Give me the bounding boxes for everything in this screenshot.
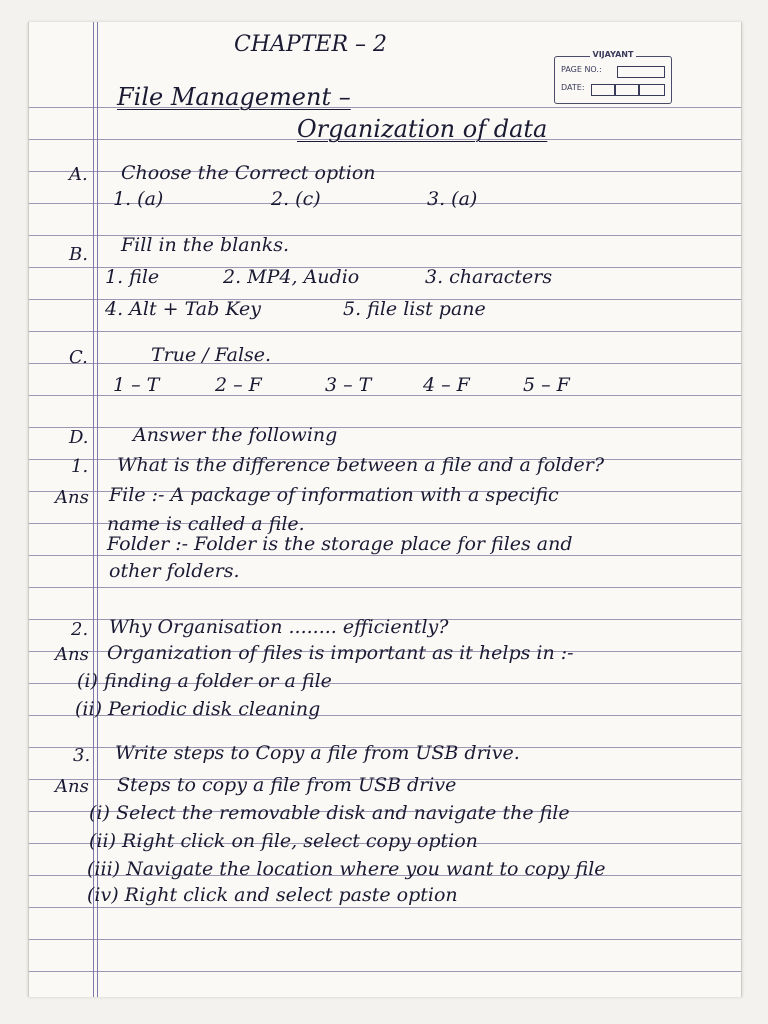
answer-line: (i) Select the removable disk and navigate the file: [89, 802, 570, 824]
section-c-answer: 4 – F: [423, 374, 470, 396]
question-2-text: Why Organisation ........ efficiently?: [109, 616, 449, 638]
section-d-label: D.: [69, 427, 89, 448]
section-c-answer: 1 – T: [113, 374, 160, 396]
section-a-answer: 3. (a): [427, 188, 478, 210]
ruled-line: [29, 363, 741, 364]
ruled-line: [29, 555, 741, 556]
answer-line: (ii) Right click on file, select copy option: [89, 830, 478, 852]
section-c-answer: 2 – F: [215, 374, 262, 396]
answer-line: Steps to copy a file from USB drive: [117, 774, 457, 796]
question-number: 1.: [71, 456, 89, 477]
section-a-heading: Choose the Correct option: [121, 162, 376, 184]
answer-label: Ans: [55, 776, 89, 797]
answer-line: (iii) Navigate the location where you want to copy file: [87, 858, 606, 880]
notebook-page: [28, 22, 742, 997]
stamp-page-no-box: [617, 66, 665, 78]
section-c-answer: 5 – F: [523, 374, 570, 396]
answer-label: Ans: [55, 487, 89, 508]
section-b-answer: 3. characters: [425, 266, 553, 288]
answer-label: Ans: [55, 644, 89, 665]
stamp-date-label: DATE:: [561, 83, 585, 92]
section-b-answer: 4. Alt + Tab Key: [105, 298, 261, 320]
page-subtitle: Organization of data: [297, 115, 548, 143]
section-c-answer: 3 – T: [325, 374, 372, 396]
page-title: File Management –: [117, 83, 351, 111]
section-b-heading: Fill in the blanks.: [121, 234, 290, 256]
answer-line: other folders.: [109, 560, 240, 582]
ruled-line: [29, 907, 741, 908]
section-d-heading: Answer the following: [133, 424, 338, 446]
stamp-date-box: [639, 84, 665, 96]
question-number: 2.: [71, 619, 89, 640]
question-number: 3.: [73, 745, 91, 766]
stamp-date-box: [591, 84, 615, 96]
answer-line: name is called a file.: [107, 513, 305, 535]
stamp-page-no-label: PAGE NO.:: [561, 65, 602, 74]
section-b-answer: 5. file list pane: [343, 298, 486, 320]
ruled-line: [29, 939, 741, 940]
answer-line: Folder :- Folder is the storage place for files and: [107, 533, 573, 555]
section-a-label: A.: [69, 164, 88, 185]
chapter-heading: CHAPTER – 2: [234, 32, 387, 57]
section-a-answer: 1. (a): [113, 188, 164, 210]
ruled-line: [29, 971, 741, 972]
ruled-line: [29, 331, 741, 332]
answer-line: (iv) Right click and select paste option: [87, 884, 458, 906]
answer-line: (i) finding a folder or a file: [77, 670, 332, 692]
section-c-heading: True / False.: [151, 344, 272, 366]
answer-line: Organization of files is important as it helps in :-: [107, 642, 574, 664]
section-b-answer: 2. MP4, Audio: [223, 266, 360, 288]
section-c-label: C.: [69, 347, 88, 368]
stamp-date-box: [615, 84, 639, 96]
section-b-answer: 1. file: [105, 266, 160, 288]
stamp-brand: VIJAYANT: [590, 50, 637, 59]
question-1-text: What is the difference between a file and a folder?: [117, 454, 605, 476]
answer-line: (ii) Periodic disk cleaning: [75, 698, 321, 720]
ruled-line: [29, 587, 741, 588]
answer-line: File :- A package of information with a specific: [109, 484, 559, 506]
section-a-answer: 2. (c): [271, 188, 321, 210]
page-stamp: [554, 50, 672, 104]
section-b-label: B.: [69, 244, 88, 265]
question-3-text: Write steps to Copy a file from USB drive.: [115, 742, 520, 764]
